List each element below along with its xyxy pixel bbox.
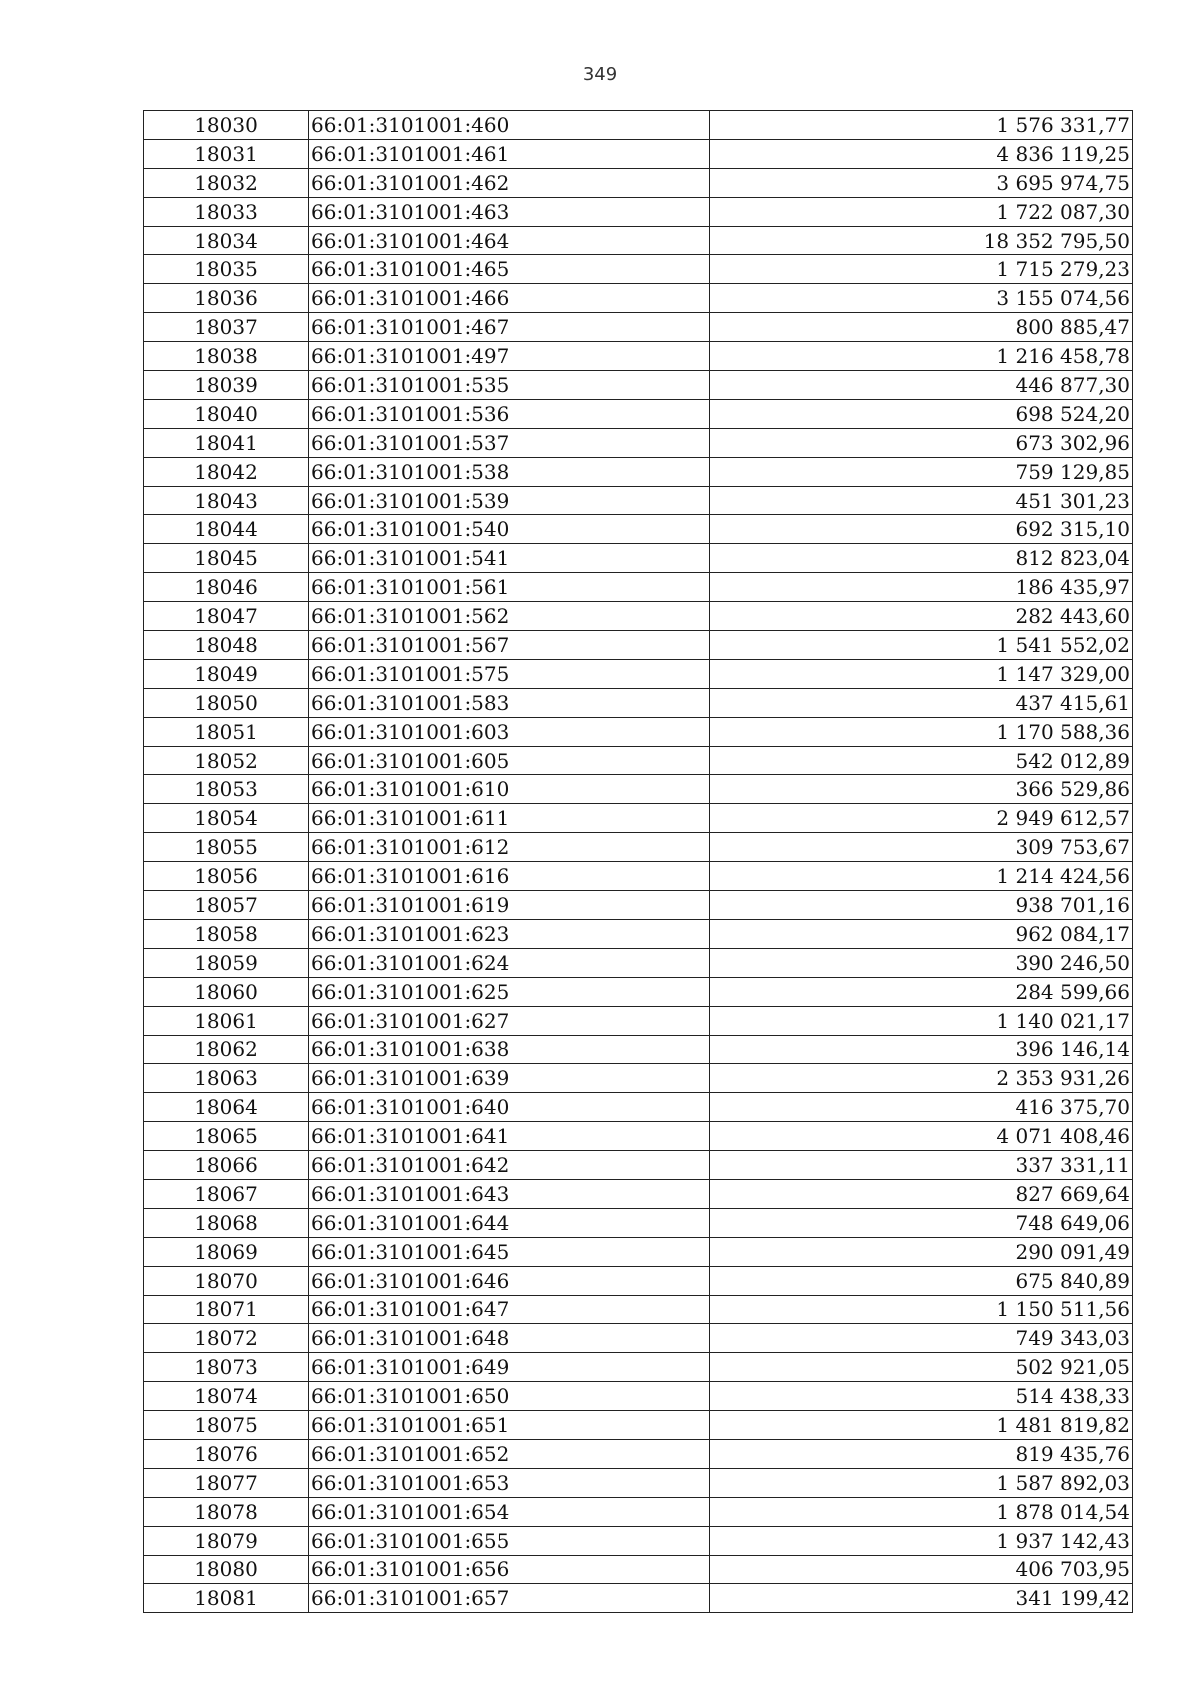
cadastral-number-cell: 66:01:3101001:610 [309, 775, 710, 804]
cadastral-value-cell: 938 701,16 [710, 891, 1133, 920]
cadastral-number-cell: 66:01:3101001:605 [309, 746, 710, 775]
row-number-cell: 18081 [144, 1584, 309, 1613]
row-number-cell: 18080 [144, 1555, 309, 1584]
row-number-cell: 18063 [144, 1064, 309, 1093]
cadastral-number-cell: 66:01:3101001:654 [309, 1497, 710, 1526]
cadastral-number-cell: 66:01:3101001:575 [309, 659, 710, 688]
table-row [144, 1411, 1133, 1440]
cadastral-value-cell: 4 836 119,25 [710, 139, 1133, 168]
cadastral-number-cell: 66:01:3101001:603 [309, 717, 710, 746]
cadastral-value-cell: 3 155 074,56 [710, 284, 1133, 313]
table-row [144, 948, 1133, 977]
table-row [144, 226, 1133, 255]
cadastral-number-cell: 66:01:3101001:653 [309, 1468, 710, 1497]
cadastral-number-cell: 66:01:3101001:464 [309, 226, 710, 255]
cadastral-number-cell: 66:01:3101001:616 [309, 862, 710, 891]
cadastral-number-cell: 66:01:3101001:646 [309, 1266, 710, 1295]
table-row [144, 1295, 1133, 1324]
cadastral-number-cell: 66:01:3101001:612 [309, 833, 710, 862]
table-row [144, 862, 1133, 891]
cadastral-value-cell: 812 823,04 [710, 544, 1133, 573]
table-row [144, 833, 1133, 862]
table-body [144, 111, 1133, 1613]
cadastral-value-cell: 1 878 014,54 [710, 1497, 1133, 1526]
cadastral-value-cell: 341 199,42 [710, 1584, 1133, 1613]
row-number-cell: 18035 [144, 255, 309, 284]
row-number-cell: 18075 [144, 1411, 309, 1440]
cadastral-value-cell: 827 669,64 [710, 1179, 1133, 1208]
cadastral-value-cell: 1 587 892,03 [710, 1468, 1133, 1497]
cadastral-value-cell: 1 216 458,78 [710, 342, 1133, 371]
cadastral-value-cell: 2 949 612,57 [710, 804, 1133, 833]
cadastral-number-cell: 66:01:3101001:641 [309, 1122, 710, 1151]
row-number-cell: 18042 [144, 457, 309, 486]
cadastral-number-cell: 66:01:3101001:645 [309, 1237, 710, 1266]
cadastral-number-cell: 66:01:3101001:639 [309, 1064, 710, 1093]
table-row [144, 602, 1133, 631]
cadastral-value-cell: 1 214 424,56 [710, 862, 1133, 891]
cadastral-number-cell: 66:01:3101001:657 [309, 1584, 710, 1613]
table-row [144, 659, 1133, 688]
cadastral-value-cell: 749 343,03 [710, 1324, 1133, 1353]
cadastral-value-cell: 282 443,60 [710, 602, 1133, 631]
cadastral-value-cell: 1 541 552,02 [710, 631, 1133, 660]
cadastral-value-cell: 416 375,70 [710, 1093, 1133, 1122]
table-row [144, 197, 1133, 226]
table-row [144, 631, 1133, 660]
row-number-cell: 18032 [144, 168, 309, 197]
cadastral-value-cell: 962 084,17 [710, 919, 1133, 948]
row-number-cell: 18062 [144, 1035, 309, 1064]
cadastral-number-cell: 66:01:3101001:583 [309, 688, 710, 717]
table-row [144, 515, 1133, 544]
row-number-cell: 18036 [144, 284, 309, 313]
table-row [144, 139, 1133, 168]
row-number-cell: 18079 [144, 1526, 309, 1555]
row-number-cell: 18059 [144, 948, 309, 977]
cadastral-number-cell: 66:01:3101001:539 [309, 486, 710, 515]
row-number-cell: 18034 [144, 226, 309, 255]
cadastral-value-cell: 502 921,05 [710, 1353, 1133, 1382]
table-row [144, 775, 1133, 804]
cadastral-value-cell: 290 091,49 [710, 1237, 1133, 1266]
row-number-cell: 18061 [144, 1006, 309, 1035]
row-number-cell: 18069 [144, 1237, 309, 1266]
cadastral-number-cell: 66:01:3101001:652 [309, 1439, 710, 1468]
cadastral-number-cell: 66:01:3101001:497 [309, 342, 710, 371]
cadastral-number-cell: 66:01:3101001:640 [309, 1093, 710, 1122]
cadastral-value-cell: 748 649,06 [710, 1208, 1133, 1237]
cadastral-number-cell: 66:01:3101001:463 [309, 197, 710, 226]
row-number-cell: 18060 [144, 977, 309, 1006]
cadastral-number-cell: 66:01:3101001:567 [309, 631, 710, 660]
cadastral-number-cell: 66:01:3101001:638 [309, 1035, 710, 1064]
cadastral-number-cell: 66:01:3101001:537 [309, 428, 710, 457]
table-row [144, 1353, 1133, 1382]
cadastral-value-cell: 542 012,89 [710, 746, 1133, 775]
cadastral-value-cell: 1 150 511,56 [710, 1295, 1133, 1324]
cadastral-value-cell: 451 301,23 [710, 486, 1133, 515]
cadastral-value-cell: 406 703,95 [710, 1555, 1133, 1584]
table-row [144, 544, 1133, 573]
table-row [144, 1179, 1133, 1208]
cadastral-number-cell: 66:01:3101001:538 [309, 457, 710, 486]
cadastral-number-cell: 66:01:3101001:462 [309, 168, 710, 197]
cadastral-value-cell: 3 695 974,75 [710, 168, 1133, 197]
row-number-cell: 18074 [144, 1382, 309, 1411]
table-row [144, 486, 1133, 515]
table-row [144, 1324, 1133, 1353]
row-number-cell: 18038 [144, 342, 309, 371]
row-number-cell: 18043 [144, 486, 309, 515]
table-row [144, 1064, 1133, 1093]
table-row [144, 1439, 1133, 1468]
cadastral-value-cell: 437 415,61 [710, 688, 1133, 717]
row-number-cell: 18044 [144, 515, 309, 544]
row-number-cell: 18030 [144, 111, 309, 140]
row-number-cell: 18068 [144, 1208, 309, 1237]
cadastral-number-cell: 66:01:3101001:627 [309, 1006, 710, 1035]
table-row [144, 1035, 1133, 1064]
cadastral-number-cell: 66:01:3101001:466 [309, 284, 710, 313]
row-number-cell: 18057 [144, 891, 309, 920]
table-row [144, 399, 1133, 428]
cadastral-value-cell: 759 129,85 [710, 457, 1133, 486]
cadastral-value-cell: 4 071 408,46 [710, 1122, 1133, 1151]
cadastral-value-cell: 698 524,20 [710, 399, 1133, 428]
cadastral-number-cell: 66:01:3101001:655 [309, 1526, 710, 1555]
row-number-cell: 18055 [144, 833, 309, 862]
cadastral-value-cell: 337 331,11 [710, 1151, 1133, 1180]
cadastral-number-cell: 66:01:3101001:611 [309, 804, 710, 833]
table-row [144, 428, 1133, 457]
row-number-cell: 18058 [144, 919, 309, 948]
row-number-cell: 18077 [144, 1468, 309, 1497]
cadastral-number-cell: 66:01:3101001:643 [309, 1179, 710, 1208]
cadastral-value-cell: 1 715 279,23 [710, 255, 1133, 284]
row-number-cell: 18071 [144, 1295, 309, 1324]
cadastral-value-cell: 390 246,50 [710, 948, 1133, 977]
row-number-cell: 18051 [144, 717, 309, 746]
row-number-cell: 18045 [144, 544, 309, 573]
cadastral-number-cell: 66:01:3101001:625 [309, 977, 710, 1006]
cadastral-value-cell: 1 937 142,43 [710, 1526, 1133, 1555]
cadastral-number-cell: 66:01:3101001:535 [309, 371, 710, 400]
cadastral-value-cell: 1 722 087,30 [710, 197, 1133, 226]
cadastral-number-cell: 66:01:3101001:644 [309, 1208, 710, 1237]
row-number-cell: 18052 [144, 746, 309, 775]
cadastral-value-cell: 18 352 795,50 [710, 226, 1133, 255]
cadastral-value-cell: 2 353 931,26 [710, 1064, 1133, 1093]
cadastral-value-cell: 396 146,14 [710, 1035, 1133, 1064]
table-row [144, 977, 1133, 1006]
cadastral-number-cell: 66:01:3101001:648 [309, 1324, 710, 1353]
row-number-cell: 18041 [144, 428, 309, 457]
cadastral-number-cell: 66:01:3101001:619 [309, 891, 710, 920]
row-number-cell: 18056 [144, 862, 309, 891]
cadastral-value-cell: 673 302,96 [710, 428, 1133, 457]
cadastral-number-cell: 66:01:3101001:651 [309, 1411, 710, 1440]
cadastral-number-cell: 66:01:3101001:540 [309, 515, 710, 544]
cadastral-value-cell: 1 147 329,00 [710, 659, 1133, 688]
table-row [144, 457, 1133, 486]
row-number-cell: 18048 [144, 631, 309, 660]
table-row [144, 371, 1133, 400]
row-number-cell: 18072 [144, 1324, 309, 1353]
table-row [144, 1382, 1133, 1411]
row-number-cell: 18054 [144, 804, 309, 833]
table-row [144, 1122, 1133, 1151]
table-row [144, 1237, 1133, 1266]
table-row [144, 1093, 1133, 1122]
cadastral-value-cell: 819 435,76 [710, 1439, 1133, 1468]
cadastral-number-cell: 66:01:3101001:467 [309, 313, 710, 342]
cadastral-number-cell: 66:01:3101001:541 [309, 544, 710, 573]
row-number-cell: 18047 [144, 602, 309, 631]
row-number-cell: 18065 [144, 1122, 309, 1151]
row-number-cell: 18067 [144, 1179, 309, 1208]
cadastral-number-cell: 66:01:3101001:649 [309, 1353, 710, 1382]
cadastral-value-cell: 284 599,66 [710, 977, 1133, 1006]
cadastral-value-table [143, 110, 1133, 1613]
table-row [144, 688, 1133, 717]
cadastral-value-cell: 514 438,33 [710, 1382, 1133, 1411]
cadastral-value-cell: 446 877,30 [710, 371, 1133, 400]
row-number-cell: 18031 [144, 139, 309, 168]
cadastral-value-cell: 186 435,97 [710, 573, 1133, 602]
row-number-cell: 18037 [144, 313, 309, 342]
cadastral-value-cell: 692 315,10 [710, 515, 1133, 544]
row-number-cell: 18039 [144, 371, 309, 400]
row-number-cell: 18040 [144, 399, 309, 428]
row-number-cell: 18076 [144, 1439, 309, 1468]
cadastral-number-cell: 66:01:3101001:647 [309, 1295, 710, 1324]
row-number-cell: 18070 [144, 1266, 309, 1295]
cadastral-number-cell: 66:01:3101001:461 [309, 139, 710, 168]
cadastral-number-cell: 66:01:3101001:656 [309, 1555, 710, 1584]
row-number-cell: 18046 [144, 573, 309, 602]
cadastral-value-cell: 1 140 021,17 [710, 1006, 1133, 1035]
table-row [144, 111, 1133, 140]
cadastral-number-cell: 66:01:3101001:650 [309, 1382, 710, 1411]
cadastral-value-cell: 1 576 331,77 [710, 111, 1133, 140]
table-row [144, 573, 1133, 602]
row-number-cell: 18050 [144, 688, 309, 717]
cadastral-number-cell: 66:01:3101001:561 [309, 573, 710, 602]
table-row [144, 313, 1133, 342]
table-row [144, 1555, 1133, 1584]
row-number-cell: 18064 [144, 1093, 309, 1122]
table-row [144, 1584, 1133, 1613]
table-row [144, 891, 1133, 920]
table-row [144, 1497, 1133, 1526]
table-row [144, 284, 1133, 313]
table-row [144, 255, 1133, 284]
cadastral-number-cell: 66:01:3101001:642 [309, 1151, 710, 1180]
page-number: 349 [582, 64, 618, 85]
table-row [144, 746, 1133, 775]
row-number-cell: 18053 [144, 775, 309, 804]
table-row [144, 1208, 1133, 1237]
row-number-cell: 18078 [144, 1497, 309, 1526]
cadastral-value-cell: 309 753,67 [710, 833, 1133, 862]
cadastral-number-cell: 66:01:3101001:624 [309, 948, 710, 977]
table-row [144, 1006, 1133, 1035]
table-row [144, 1151, 1133, 1180]
table-row [144, 342, 1133, 371]
cadastral-number-cell: 66:01:3101001:623 [309, 919, 710, 948]
table-row [144, 919, 1133, 948]
cadastral-number-cell: 66:01:3101001:536 [309, 399, 710, 428]
cadastral-value-cell: 1 481 819,82 [710, 1411, 1133, 1440]
cadastral-value-cell: 800 885,47 [710, 313, 1133, 342]
table-row [144, 804, 1133, 833]
table-row [144, 1266, 1133, 1295]
table-row [144, 1526, 1133, 1555]
cadastral-value-cell: 1 170 588,36 [710, 717, 1133, 746]
cadastral-value-cell: 675 840,89 [710, 1266, 1133, 1295]
cadastral-number-cell: 66:01:3101001:460 [309, 111, 710, 140]
row-number-cell: 18049 [144, 659, 309, 688]
table-row [144, 168, 1133, 197]
row-number-cell: 18066 [144, 1151, 309, 1180]
table-row [144, 1468, 1133, 1497]
cadastral-number-cell: 66:01:3101001:562 [309, 602, 710, 631]
row-number-cell: 18033 [144, 197, 309, 226]
row-number-cell: 18073 [144, 1353, 309, 1382]
cadastral-value-cell: 366 529,86 [710, 775, 1133, 804]
cadastral-number-cell: 66:01:3101001:465 [309, 255, 710, 284]
table-row [144, 717, 1133, 746]
